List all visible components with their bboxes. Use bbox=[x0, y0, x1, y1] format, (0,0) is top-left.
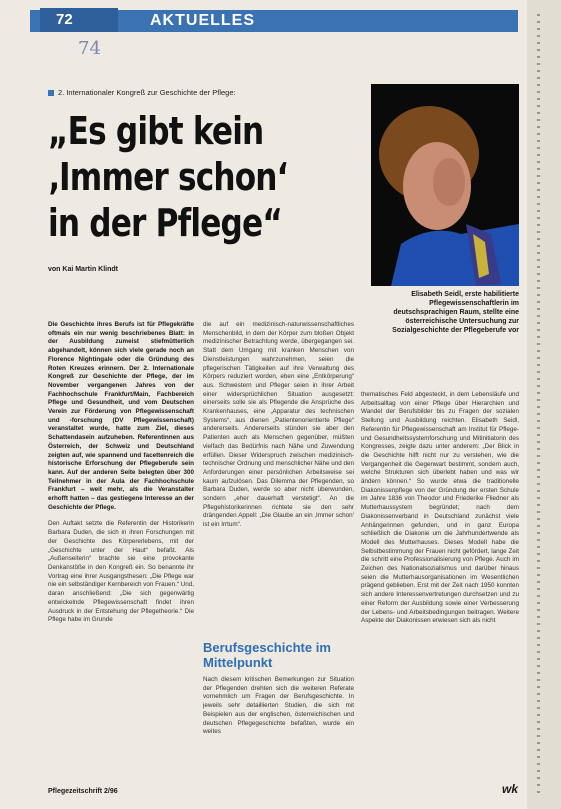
article-column-1 bbox=[48, 321, 194, 625]
headline-line-2: ‚Immer schon‘ bbox=[48, 155, 288, 199]
handwritten-annotation: 74 bbox=[78, 38, 101, 59]
kicker bbox=[48, 88, 236, 97]
journal-footer: Pflegezeitschrift 2/96 bbox=[48, 788, 118, 795]
byline: von Kai Martin Klindt bbox=[48, 266, 118, 273]
portrait-illustration bbox=[371, 84, 519, 286]
binding-holes bbox=[537, 14, 540, 794]
kicker-text: 2. Internationaler Kongreß zur Geschichte der Pflege: bbox=[58, 88, 236, 97]
section-title: AKTUELLES bbox=[150, 12, 255, 29]
article-column-3: thematisches Feld abgesteckt, in dem Lebensläufe und Arbeitsalltag von einer Pflege über Hierarchien und Wandel der Berufsbilder bis zu Fragen der sozialen Stellung und Ausbildung reichten. Elisabeth Seidl, Referentin für Pflegewissenschaft am Institut für Pflege- und Gesundheitssystemforschung und Mitinitiatorin des Kongresses, zeigte dazu unter anderem: „Der Blick in die Geschichte hilft nicht nur zu verstehen, wie die Vergangenheit die Gegenwart bestimmt, sondern auch, welche Strukturen sich überlebt haben und was wir ändern können.“ So wurde etwa die traditionelle Diakonissenpflege von der Gründung der ersten Schule im Jahre 1836 von Theodor und Friederike Fliedner als Mutterhaussystem begründet; nach dem Diakonissenverband in Deutschland zunächst viele Anhängerinnen gefunden, und in ganz Europa schließlich die Diakonie um die Jahrhundertwende als Modell des Mutterhauses. Dieses Modell habe die Selbstbestimmung der Frauen nicht gefördert, lange Zeit die schritt eine Professionalisierung von Pflege. Auch im Zeichen des Nationalsozialismus und darüber hinaus seien die Mutterhausorganisationen im Wesentlichen prägend geblieben. Erst mit der Zeit nach 1950 konnten sich andere Interessenvertretungen durchsetzen und zu einer Reform der Ausbildung sowie einer Verbesserung der Lebens- und Arbeitsbedingungen beitragen. Weitere Aspekte der Diakonissen erwiesen sich als nicht bbox=[361, 391, 519, 625]
article-column-2-continued: Nach diesem kritischen Bemerkungen zur Situation der Pflegenden drehten sich die weiteren Referate vornehmlich um Fragen der Berufsgeschichte. In jeweils sehr detaillierten Studien, die sich mit Beispielen aus der englischen, österreichischen und deutschen Pflegegeschichte befaßten, wurde ein weites bbox=[203, 676, 354, 736]
publisher-logo: wk bbox=[502, 782, 519, 796]
square-bullet-icon bbox=[48, 90, 54, 96]
headline bbox=[48, 108, 310, 246]
portrait-photo bbox=[371, 84, 519, 286]
page-number: 72 bbox=[40, 8, 118, 32]
article-column-1-body: Den Auftakt setzte die Referentin der Historikerin Barbara Duden, die sich in ihren Forschungen mit der Geschichte des Körpererlebens, mit der „Geschichte unter der Haut“ befaßt. Als „Außenseiterin“ brachte sie eine provokante Denkanstöße in den Kongreß ein. So benannte ihr Vortrag eine ihrer Ausgangsthesen: „Die Pflege war nie ein selbständiger Kernbereich von Frauen.“ Und, daran anschließend: „Die sich gegenwärtig entwickelnde Pflegewissenschaft findet ihren Ausdruck in der Entstehung der Pflegetheorie.“ Die Pflege habe im Grunde bbox=[48, 520, 194, 624]
article-column-2: die auf ein medizinisch-naturwissenschaftliches Menschenbild, in dem der Körper zum bloßen Objekt medizinischer Betrachtung werde, übergegangen sei. Statt dem Umgang mit kranken Menschen von Dienstleistungen wahrzunehmen, seien die pflegerischen Tätigkeiten auf ihre Verwaltung des Körpers reduziert worden, eben eine „Entkörperung“ aus. Schwestern und Pfleger seien in ihrer Arbeit einer widersprüchlichen Situation ausgesetzt: einerseits solle sie als Pflegende die Ansprüche des Krankenhauses, eine „Apparatur des technischen Systems“, aus dienen „Patientenorientierte Pflege“ andererseits. Andererseits stünden sie aber den Patienten auch als Menschen gegenüber, müßten vielfach das Bedürfnis nach Nähe und Zuwendung erfüllen. Dieser Widerspruch zwischen medizinisch-technischer Ordnung und menschlicher Nähe und den Anforderungen einer persönlichen Arbeitsweise sei kaum aufzulösen. Das Dilemma der Pflegenden, so Barbara Duden, werde so aber nicht überwunden, sondern „eher dauerhaft verstetigt“. An die Pflegehistorikerinnen richtete sie den sehr drängenden Appell: „Die Glaube an ein ‚Immer schon‘ ist ein Irrtum“. bbox=[203, 321, 354, 529]
photo-caption: Elisabeth Seidl, erste habilitierte Pflegewissenschaftlerin im deutschsprachigen Raum, stellte eine österreichische Untersuchung zur Sozialgeschichte der Pflegeberufe vor bbox=[392, 291, 519, 334]
headline-line-3: in der Pflege“ bbox=[48, 201, 283, 245]
subheading: Berufsgeschichte im Mittelpunkt bbox=[203, 640, 331, 670]
headline-line-1: „Es gibt kein bbox=[48, 109, 264, 153]
page-edge bbox=[527, 0, 561, 809]
article-lead: Die Geschichte ihres Berufs ist für Pflegekräfte oftmals ein nur wenig beschriebenes Blatt: in der Ausbildung zumeist stiefmütterlich abgehandelt, können sich viele gerade noch an Florence Nightingale oder die Gründung des Roten Kreuzes erinnern. Der 2. Internationale Kongreß zur Geschichte der Pflege, der im November vergangenen Jahres von der Fachhochschule Frankfurt/Main, Fachbereich Pflege und Gesundheit, und vom Deutschen Verein zur Förderung von Pflegewissenschaft und -forschung (DV Pflegewissenschaft) veranstaltet wurde, hatte zum Ziel, dieses Schattendasein aufzuheben. Referentinnen aus Österreich, der Schweiz und Deutschland zeigten auf, wie spannend und facettenreich die historische Erforschung der Pflegeberufe sein kann. Auf der anderen Seite belegten über 300 Teilnehmer in der Aula der Fachhochschule Frankfurt – weit mehr, als die Veranstalter erhofft hatten – das gestiegene Interesse an der Geschichte der Pflege. bbox=[48, 321, 194, 511]
